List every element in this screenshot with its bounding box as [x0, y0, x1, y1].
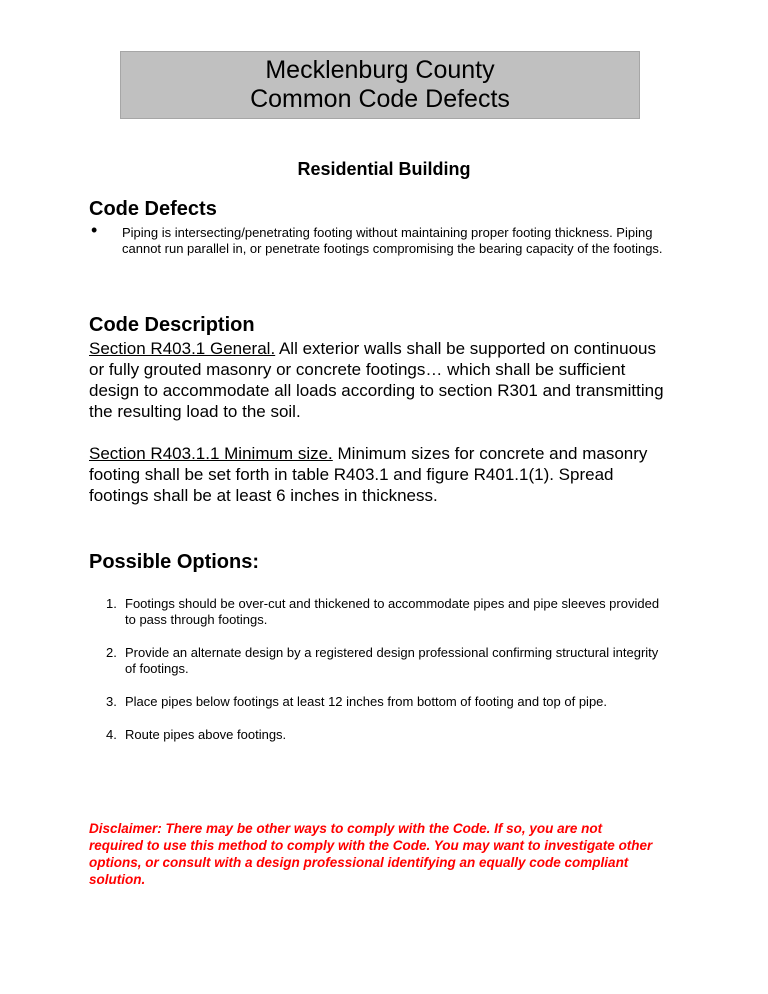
- document-subtitle: Residential Building: [297, 159, 471, 179]
- possible-options-list: [106, 596, 666, 760]
- section-ref: Section R403.1 General.: [89, 339, 276, 358]
- defect-text: Piping is intersecting/penetrating footing without maintaining proper footing thickness. Piping cannot run parallel in, or penetrate footings compromising the bearing capacity of the footings.: [122, 225, 663, 256]
- disclaimer-text: Disclaimer: There may be other ways to comply with the Code. If so, you are not required to use this method to comply with the Code. You may want to investigate other options, or consult with a design professional identifying an equally code compliant solution.: [89, 821, 653, 887]
- section-r403-1-1-paragraph: [89, 443, 669, 506]
- title-line-2: Common Code Defects: [250, 85, 510, 113]
- list-item: [106, 645, 666, 677]
- option-text: Place pipes below footings at least 12 inches from bottom of footing and top of pipe.: [125, 694, 608, 709]
- list-item: [106, 596, 666, 628]
- option-number: 4.: [106, 727, 117, 742]
- option-text: Route pipes above footings.: [125, 727, 287, 742]
- section-r403-1-paragraph: [89, 338, 669, 422]
- possible-options-heading: Possible Options:: [89, 551, 260, 573]
- option-number: 1.: [106, 596, 117, 611]
- option-number: 3.: [106, 694, 117, 709]
- option-text: Footings should be over-cut and thickened to accommodate pipes and pipe sleeves provided to pass through footings.: [125, 596, 660, 627]
- section-ref: Section R403.1.1 Minimum size.: [89, 444, 333, 463]
- bullet-icon: •: [91, 220, 98, 240]
- code-description-heading: Code Description: [89, 314, 255, 336]
- option-number: 2.: [106, 645, 117, 660]
- code-defects-list: [89, 220, 689, 257]
- title-line-1: Mecklenburg County: [265, 56, 495, 84]
- list-item: [106, 694, 666, 710]
- code-defects-heading: Code Defects: [89, 198, 217, 220]
- list-item: [89, 220, 689, 257]
- list-item: [106, 727, 666, 743]
- section-text: All exterior walls shall be supported on continuous or fully grouted masonry or concrete footings… which shall be sufficient design to accommodate all loads according to section R301 and transmitting the resulting load to the soil.: [89, 339, 664, 421]
- section-text: Minimum sizes for concrete and masonry footing shall be set forth in table R403.1 and figure R401.1(1). Spread footings shall be at least 6 inches in thickness.: [89, 444, 648, 505]
- option-text: Provide an alternate design by a registered design professional confirming structural integrity of footings.: [125, 645, 659, 676]
- title-box: [120, 51, 640, 119]
